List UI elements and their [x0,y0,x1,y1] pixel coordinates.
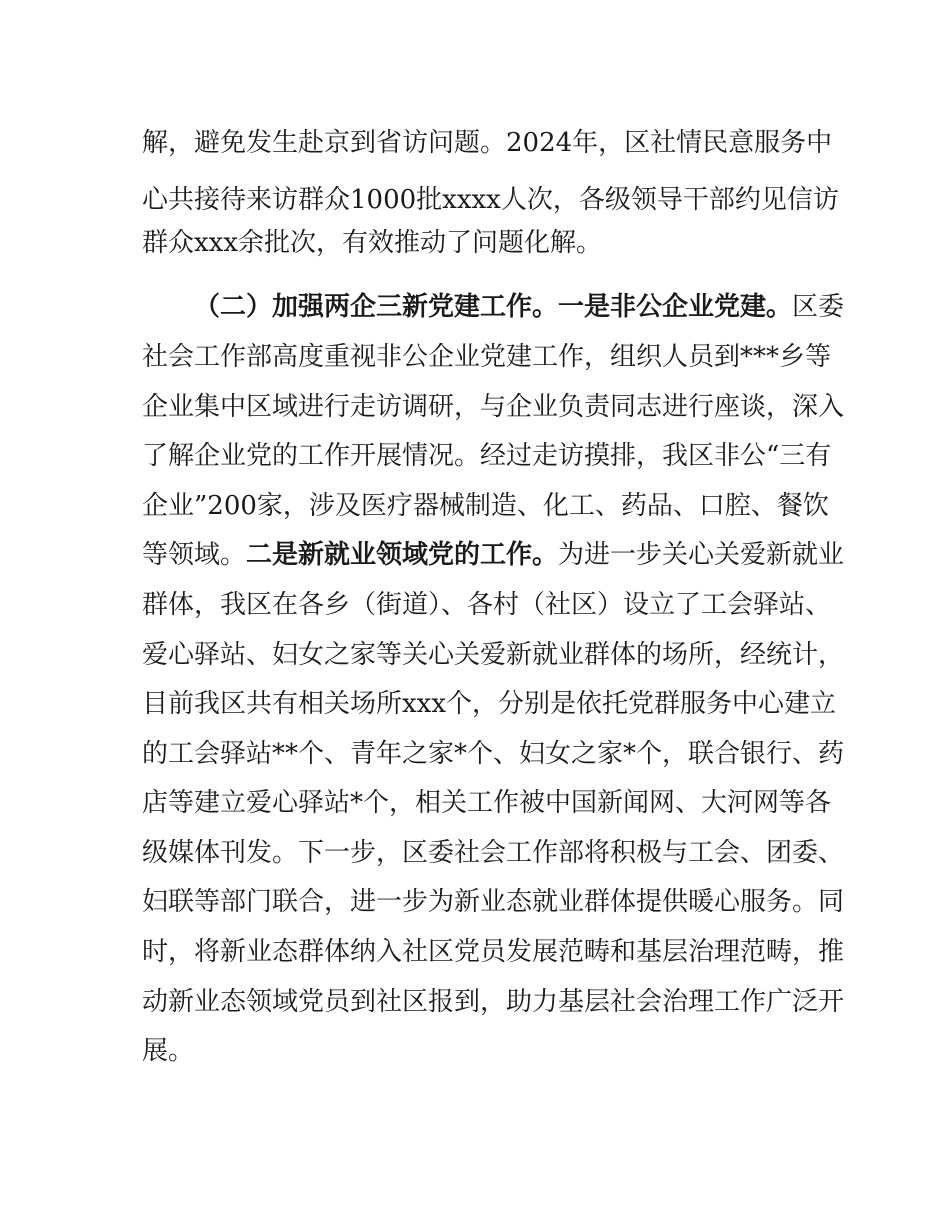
paragraph2-line-5: 企业”200家，涉及医疗器械制造、化工、药品、口腔、餐饮 [142,491,829,521]
paragraph1-line-2: 心共接待来访群众1000批xxxx人次，各级领导干部约见信访 [142,185,839,215]
paragraph2-line-14: 时，将新业态群体纳入社区党员发展范畴和基层治理范畴，推 [142,937,845,967]
paragraph2-line-8: 爱心驿站、妇女之家等关心关爱新就业群体的场所，经统计， [142,640,845,670]
paragraph2-line-16: 展。 [142,1036,195,1066]
paragraph2-line-7: 群体，我区在各乡（街道）、各村（社区）设立了工会驿站、 [142,590,832,620]
paragraph2-line-4: 了解企业党的工作开展情况。经过走访摸排，我区非公“三有 [142,441,832,471]
subsection-2-text: 为进一步关心关爱新就业 [558,540,845,570]
subsection-1-text: 区委 [792,292,845,322]
paragraph2-line-13: 妇联等部门联合，进一步为新业态就业群体提供暖心服务。同 [142,887,845,917]
paragraph2-line-12: 级媒体刊发。下一步，区委社会工作部将积极与工会、团委、 [142,838,845,868]
subsection-2-title: 二是新就业领域党的工作。 [246,540,559,570]
subsection-1-title: 一是非公企业党建。 [558,292,793,322]
paragraph1-line-3: 群众xxx余批次，有效推动了问题化解。 [142,228,602,258]
paragraph2-line-15: 动新业态领域党员到社区报到，助力基层社会治理工作广泛开 [142,987,845,1017]
paragraph2-line-1 [194,282,844,332]
paragraph2-line-10: 的工会驿站**个、青年之家*个、妇女之家*个，联合银行、药 [142,739,845,769]
paragraph2-line-2: 社会工作部高度重视非公企业党建工作，组织人员到***乡等 [142,342,832,372]
paragraph2-line-11: 店等建立爱心驿站*个，相关工作被中国新闻网、大河网等各 [142,788,832,818]
paragraph2-line-9: 目前我区共有相关场所xxx个，分别是依托党群服务中心建立 [142,689,836,719]
paragraph2-line-6 [142,530,844,580]
paragraph1-line-1: 解，避免发生赴京到省访问题。2024年，区社情民意服务中 [142,128,833,158]
subsection-1-end: 等领域。 [142,540,247,570]
section-heading: （二）加强两企三新党建工作。 [194,292,559,322]
paragraph2-line-3: 企业集中区域进行走访调研，与企业负责同志进行座谈，深入 [142,392,845,422]
